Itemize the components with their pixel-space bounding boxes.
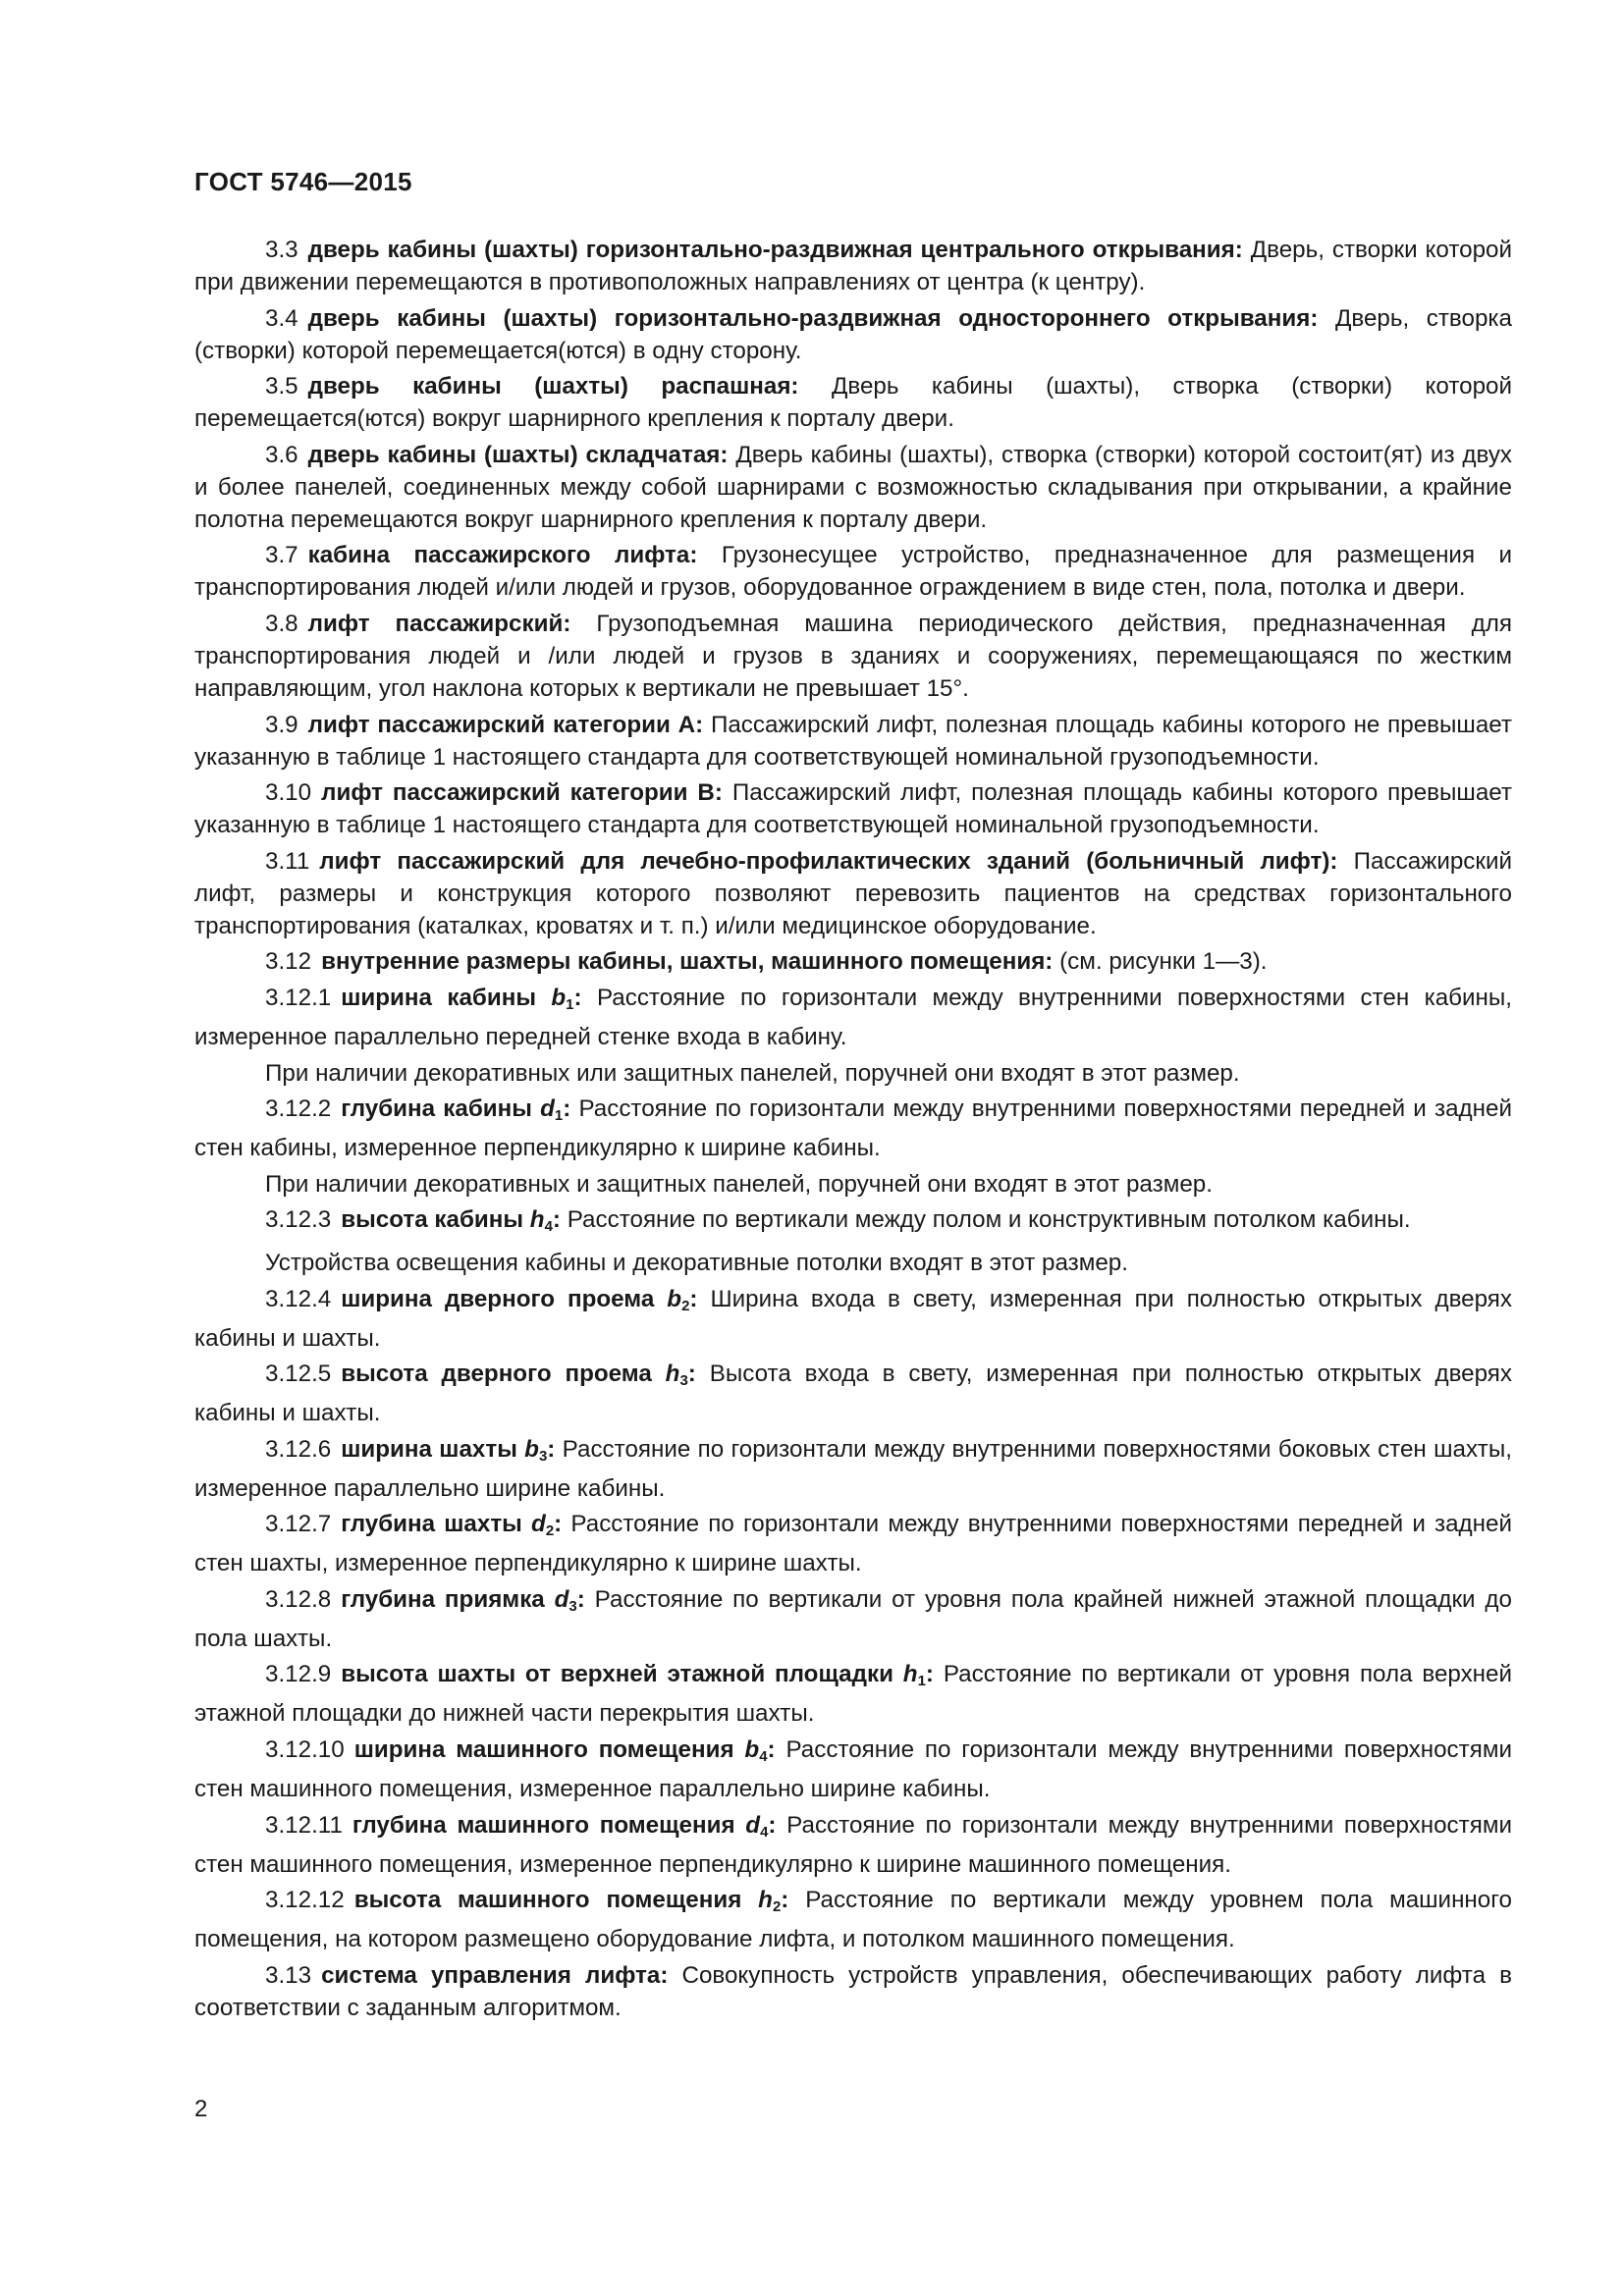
clause-number: 3.12.7: [265, 1511, 332, 1538]
term-symbol-index: 4: [544, 1218, 553, 1236]
definition-text: Грузоподъемная машина периодического действия, предназначенная для транспортирования людей и /или людей и грузов в зданиях и сооружениях, перемещающаяся по жестким направляющим, угол наклона которых к вертикали не превышает 15°.: [194, 610, 1512, 702]
clause-note: [194, 1168, 1512, 1201]
term: [308, 542, 698, 568]
term-symbol-index: 2: [772, 1898, 782, 1916]
document-header: ГОСТ 5746—2015: [194, 167, 412, 196]
term-text: глубина шахты: [341, 1511, 522, 1538]
term-text: лифт пассажирский категории В:: [321, 779, 723, 807]
clause-3-8: [194, 608, 1512, 705]
term: [308, 712, 704, 738]
definition-text: Расстояние по горизонтали между внутренними поверхностями передней и задней стен шахты, измеренное перпендикулярно к ширине шахты.: [194, 1511, 1512, 1577]
clause-number: 3.13: [265, 1961, 312, 1989]
term: ширина кабины $b_1$:: [341, 984, 582, 1013]
clause-number: 3.12: [265, 948, 312, 976]
clause-number: 3.12.5: [265, 1361, 332, 1388]
clause-3-13: [194, 1959, 1512, 2024]
term-text: глубина машинного помещения: [352, 1811, 735, 1839]
definition-text: Пассажирский лифт, полезная площадь кабины которого превышает указанную в таблице 1 настоящего стандарта для соответствующей номинальной грузоподъемности.: [194, 779, 1513, 839]
clause-3-5: [194, 370, 1512, 435]
definition-text: При наличии декоративных и защитных панелей, поручней они входят в этот размер.: [265, 1170, 1213, 1198]
term-symbol-index: 4: [759, 1748, 768, 1766]
clause-3-7: [194, 539, 1512, 604]
page-number: 2: [194, 2096, 208, 2122]
definition-text: Совокупность устройств управления, обеспечивающих работу лифта в соответствии с заданным алгоритмом.: [194, 1961, 1512, 2021]
term: глубина приямка $d_3$:: [341, 1585, 585, 1615]
term: глубина машинного помещения $d_4$:: [352, 1811, 777, 1841]
clause-number: 3.12.8: [265, 1585, 332, 1613]
definition-text: Расстояние по вертикали от уровня пола крайней нижней этажной площадки до пола шахты.: [194, 1585, 1512, 1652]
definition-text: При наличии декоративных или защитных панелей, поручней они входят в этот размер.: [265, 1059, 1240, 1087]
term-text: кабина пассажирского лифта:: [307, 542, 698, 569]
term-symbol: d: [540, 1095, 555, 1123]
term-text: ширина машинного помещения: [353, 1736, 734, 1764]
term: [308, 305, 1319, 332]
clause-3-12: [194, 945, 1512, 978]
term-symbol-index: 3: [568, 1597, 577, 1615]
term-text: глубина приямка: [341, 1585, 545, 1613]
clause-3-12-9: [194, 1658, 1512, 1730]
definition-text: Расстояние по горизонтали между внутренними поверхностями стен машинного помещения, измеренное параллельно ширине кабины.: [194, 1736, 1512, 1803]
clause-3-12-6: [194, 1433, 1512, 1505]
term-text: дверь кабины (шахты) распашная:: [307, 373, 799, 400]
term: глубина шахты $d_2$:: [341, 1511, 563, 1540]
term-symbol-index: 1: [566, 995, 574, 1013]
term-symbol: h: [758, 1887, 773, 1914]
clause-number: 3.12.9: [265, 1661, 332, 1688]
term-symbol: b: [667, 1285, 682, 1312]
definition-text: Расстояние по горизонтали между внутренними поверхностями боковых стен шахты, измеренное параллельно ширине кабины.: [194, 1435, 1512, 1502]
document-body: [194, 234, 1512, 2027]
clause-number: 3.9: [265, 711, 298, 738]
term-symbol: h: [665, 1361, 680, 1388]
clause-3-12-1: [194, 982, 1512, 1053]
term-symbol-index: 1: [554, 1107, 564, 1125]
definition-text: Расстояние по вертикали от уровня пола верхней этажной площадки до нижней части перекрытия шахты.: [194, 1661, 1512, 1728]
clause-number: 3.12.6: [265, 1435, 332, 1463]
clause-3-11: [194, 845, 1512, 942]
term-text: высота машинного помещения: [353, 1887, 742, 1914]
term: высота дверного проема $h_3$:: [341, 1361, 696, 1390]
term-symbol-index: 4: [760, 1823, 769, 1841]
clause-number: 3.12.10: [265, 1736, 345, 1764]
term: [308, 611, 571, 637]
term-text: дверь кабины (шахты) горизонтально-раздвижная одностороннего открывания:: [307, 304, 1319, 332]
term-text: лифт пассажирский категории А:: [307, 711, 704, 738]
term-text: внутренние размеры кабины, шахты, машинного помещения:: [321, 948, 1054, 976]
term-symbol: d: [554, 1585, 569, 1613]
term: ширина шахты $b_3$:: [341, 1435, 556, 1465]
definition-text: Дверь, створки которой при движении перемещаются в противоположных направлениях от центра (к центру).: [194, 237, 1512, 295]
clause-3-12-5: [194, 1358, 1512, 1429]
definition-text: Дверь кабины (шахты), створка (створки) которой состоит(ят) из двух и более панелей, соединенных между собой шарнирами с возможностью складывания при открывании, а крайние полотна перемещаются вокруг шарнирного крепления к порталу двери.: [194, 441, 1513, 533]
clause-3-9: [194, 709, 1512, 774]
term: [319, 848, 1337, 875]
term: ширина машинного помещения $b_4$:: [353, 1736, 776, 1766]
clause-number: 3.3: [265, 237, 298, 263]
definition-text: Расстояние по горизонтали между внутренними поверхностями стен кабины, измеренное параллельно передней стенке входа в кабину.: [194, 984, 1512, 1050]
clause-3-12-4: [194, 1283, 1512, 1355]
term-text: глубина кабины: [341, 1095, 532, 1123]
term-text: лифт пассажирский:: [307, 610, 571, 637]
clause-number: 3.6: [265, 441, 298, 468]
clause-number: 3.8: [265, 610, 298, 637]
term-symbol-index: 1: [917, 1673, 926, 1690]
clause-number: 3.12.1: [265, 984, 332, 1011]
term-text: система управления лифта:: [321, 1961, 669, 1989]
definition-text: Дверь, створка (створки) которой перемещается(ются) в одну сторону.: [194, 304, 1512, 364]
term: высота кабины $h_4$:: [341, 1206, 561, 1236]
term: [321, 779, 723, 806]
clause-3-12-7: [194, 1508, 1512, 1579]
clause-3-12-8: [194, 1583, 1512, 1655]
term: глубина кабины $d_1$:: [341, 1095, 571, 1125]
clause-3-10: [194, 776, 1512, 841]
clause-3-12-12: [194, 1884, 1512, 1955]
clause-number: 3.12.3: [265, 1206, 332, 1234]
term-text: высота кабины: [341, 1206, 524, 1234]
term-text: ширина дверного проема: [341, 1285, 655, 1312]
term-symbol: b: [551, 984, 567, 1011]
term: [321, 1962, 668, 1989]
clause-number: 3.5: [265, 373, 298, 400]
clause-number: 3.7: [265, 542, 298, 569]
definition-text: Ширина входа в свету, измеренная при полностью открытых дверях кабины и шахты.: [194, 1285, 1512, 1352]
term-text: высота дверного проема: [341, 1361, 652, 1388]
term: ширина дверного проема $b_2$:: [341, 1285, 698, 1314]
term-symbol: d: [531, 1511, 546, 1538]
clause-3-3: [194, 234, 1512, 298]
definition-text: Устройства освещения кабины и декоративные потолки входят в этот размер.: [265, 1249, 1128, 1276]
term: [308, 442, 729, 468]
term-text: ширина шахты: [341, 1435, 517, 1463]
term-symbol-index: 3: [679, 1372, 688, 1390]
clause-number: 3.12.2: [265, 1095, 332, 1123]
definition-text: Расстояние по вертикали между уровнем пола машинного помещения, на котором размещено оборудование лифта, и потолком машинного помещения.: [194, 1887, 1512, 1953]
definition-text: Расстояние по горизонтали между внутренними поверхностями стен машинного помещения, измеренное перпендикулярно к ширине машинного помещения.: [194, 1811, 1512, 1878]
clause-note: [194, 1247, 1512, 1279]
term: [308, 237, 1243, 263]
term-text: дверь кабины (шахты) складчатая:: [307, 441, 729, 468]
clause-note: [194, 1057, 1512, 1090]
term: [308, 373, 799, 400]
definition-text: (см. рисунки 1—3).: [1059, 948, 1268, 976]
clause-number: 3.12.4: [265, 1285, 332, 1312]
term-symbol: h: [902, 1661, 918, 1688]
clause-3-4: [194, 302, 1512, 367]
definition-text: Расстояние по горизонтали между внутренними поверхностями передней и задней стен кабины, измеренное перпендикулярно к ширине кабины.: [194, 1095, 1512, 1162]
term: высота шахты от верхней этажной площадки $h_1$:: [341, 1661, 934, 1690]
definition-text: Расстояние по вертикали между полом и конструктивным потолком кабины.: [567, 1206, 1411, 1234]
term-text: высота шахты от верхней этажной площадки: [341, 1661, 893, 1688]
clause-number: 3.12.11: [265, 1811, 343, 1839]
term-symbol-index: 3: [538, 1447, 548, 1465]
term: [321, 948, 1053, 975]
clause-3-12-11: [194, 1809, 1512, 1881]
clause-number: 3.12.12: [265, 1887, 345, 1914]
definition-text: Пассажирский лифт, полезная площадь кабины которого не превышает указанную в таблице 1 настоящего стандарта для соответствующей номинальной грузоподъемности.: [194, 711, 1512, 771]
clause-3-12-3: [194, 1203, 1512, 1243]
clause-3-12-10: [194, 1734, 1512, 1805]
definition-text: Дверь кабины (шахты), створка (створки) которой перемещается(ются) вокруг шарнирного крепления к порталу двери.: [194, 373, 1512, 433]
term-text: дверь кабины (шахты) горизонтально-раздвижная центрального открывания:: [307, 237, 1243, 263]
clause-number: 3.4: [265, 304, 298, 332]
term: высота машинного помещения $h_2$:: [353, 1887, 789, 1916]
clause-3-12-2: [194, 1093, 1512, 1164]
term-symbol-index: 2: [681, 1297, 690, 1314]
term-text: лифт пассажирский для лечебно-профилактических зданий (больничный лифт):: [319, 847, 1338, 875]
clause-number: 3.10: [265, 779, 312, 807]
term-symbol: d: [745, 1811, 761, 1839]
clause-number: 3.11: [265, 847, 310, 875]
definition-text: Высота входа в свету, измеренная при полностью открытых дверях кабины и шахты.: [194, 1361, 1512, 1427]
definition-text: Пассажирский лифт, размеры и конструкция которого позволяют перевозить пациентов на средствах горизонтального транспортирования (каталках, кроватях и т. п.) и/или медицинское оборудование.: [194, 847, 1512, 939]
term-symbol: b: [744, 1736, 760, 1764]
term-symbol: b: [524, 1435, 539, 1463]
definition-text: Грузонесущее устройство, предназначенное для размещения и транспортирования людей и/или людей и грузов, оборудованное ограждением в виде стен, пола, потолка и двери.: [194, 542, 1512, 602]
term-symbol: h: [529, 1206, 545, 1234]
term-text: ширина кабины: [341, 984, 536, 1011]
term-symbol-index: 2: [545, 1522, 555, 1540]
clause-3-6: [194, 439, 1512, 536]
